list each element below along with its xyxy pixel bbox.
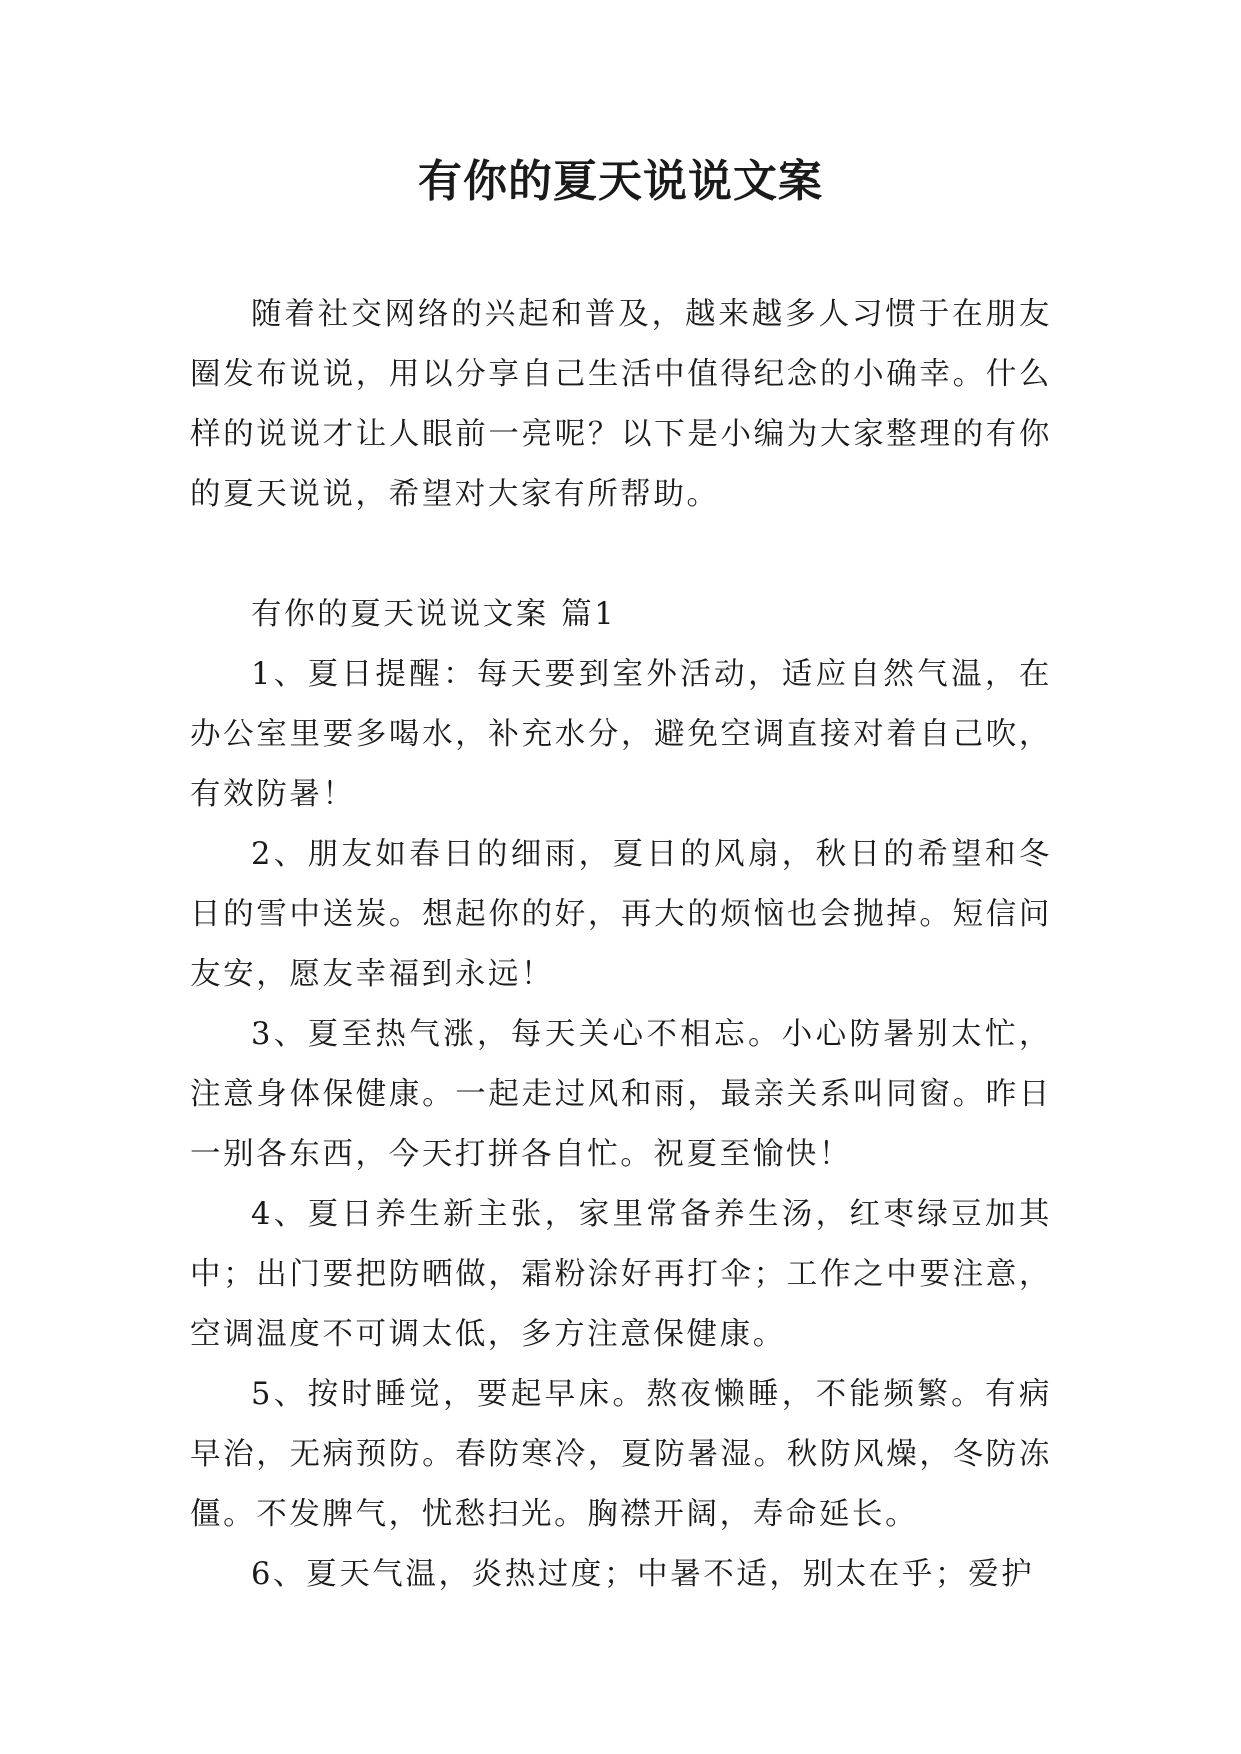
document-body xyxy=(190,285,1052,1605)
list-item: 3、夏至热气涨，每天关心不相忘。小心防暑别太忙，注意身体保健康。一起走过风和雨，最亲关系叫同窗。昨日一别各东西，今天打拼各自忙。祝夏至愉快！ xyxy=(190,1017,1052,1172)
list-item: 1、夏日提醒：每天要到室外活动，适应自然气温，在办公室里要多喝水，补充水分，避免空调直接对着自己吹，有效防暑！ xyxy=(190,657,1052,812)
list-item: 6、夏天气温，炎热过度；中暑不适，别太在乎；爱护 xyxy=(251,1557,1035,1592)
list-item: 4、夏日养生新主张，家里常备养生汤，红枣绿豆加其中；出门要把防晒做，霜粉涂好再打伞；工作之中要注意，空调温度不可调太低，多方注意保健康。 xyxy=(190,1197,1052,1352)
list-item: 5、按时睡觉，要起早床。熬夜懒睡，不能频繁。有病早治，无病预防。春防寒冷，夏防暑湿。秋防风燥，冬防冻僵。不发脾气，忧愁扫光。胸襟开阔，寿命延长。 xyxy=(190,1377,1052,1532)
list-item: 2、朋友如春日的细雨，夏日的风扇，秋日的希望和冬日的雪中送炭。想起你的好，再大的烦恼也会抛掉。短信问友安，愿友幸福到永远！ xyxy=(190,837,1052,992)
section-heading: 有你的夏天说说文案 篇1 xyxy=(251,597,617,632)
intro-paragraph: 随着社交网络的兴起和普及，越来越多人习惯于在朋友圈发布说说，用以分享自己生活中值得纪念的小确幸。什么样的说说才让人眼前一亮呢？以下是小编为大家整理的有你的夏天说说，希望对大家有所帮助。 xyxy=(190,297,1052,512)
document-title: 有你的夏天说说文案 xyxy=(418,156,823,207)
